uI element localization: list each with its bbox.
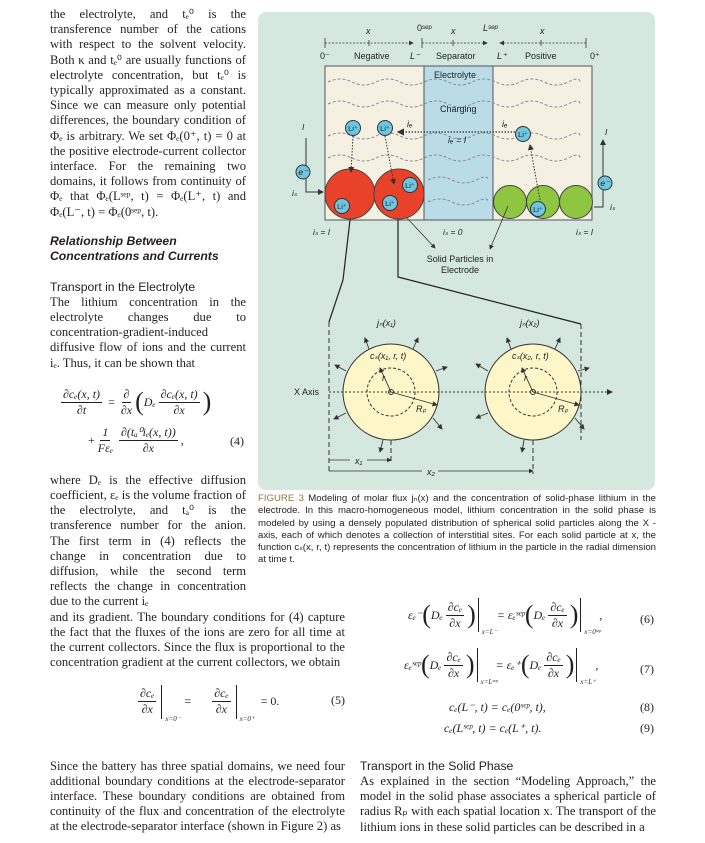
equation-9-number: (9) <box>640 721 654 735</box>
subheading-transport-solid: Transport in the Solid Phase <box>360 759 514 773</box>
paragraph-diffusion-explanation: where Dₑ is the effective diffusion coefficient, εₑ is the volume fraction of the electrolyte, and tₐ⁰ is the transference number for the anion. The first term in (4) reflects the change in concentration due to diffusion, while the second term reflects the change in concentration due to the current iₑ <box>50 472 246 609</box>
is-separator: iₛ = 0 <box>443 227 463 237</box>
equation-7-number: (7) <box>640 662 654 676</box>
ie-label-left: iₑ <box>407 119 413 129</box>
li-ion-label: Li⁺ <box>348 124 358 133</box>
x-axis-label: X Axis <box>294 387 320 397</box>
electron-label: e⁻ <box>600 178 610 188</box>
equation-4-line2: + 1 Fεₑ ∂(tₐ⁰iₑ(x, t)) ∂x , <box>88 424 184 455</box>
paragraph-separator-interface: Since the battery has three spatial domains, we need four additional boundary conditions at the electrode-separator interface. These boundary conditions are obtained from continuity of the flux and concentration of the electrolyte at the electrode-separator interface (shown in Figure 2) as <box>50 758 345 834</box>
equation-5-block <box>50 681 345 751</box>
is-label-right: iₛ <box>610 202 616 212</box>
rp-label: Rₚ <box>558 404 569 414</box>
l-minus-label: L⁻ <box>410 51 420 61</box>
is-label-left: iₛ <box>292 188 298 198</box>
charging-label: Charging <box>440 104 477 114</box>
paragraph-solid-phase: As explained in the section “Modeling Approach,” the model in the solid phase associates a spherical particle of radius Rₚ with each spatial location x. The transport of the lithium ions in these solid particles can be described in a <box>360 774 656 834</box>
figure-3-caption <box>258 493 656 567</box>
zero-minus-label: 0⁻ <box>320 51 330 61</box>
equation-6: εₑ⁻ ( Dₑ ∂cₑ ∂x ) x=L⁻ = εₑˢᵉᵖ ( Dₑ ∂cₑ ∂x ) x=0ˢᵉᵖ , <box>408 599 603 636</box>
current-label-right: I <box>605 127 608 137</box>
paragraph-boundary-conditions-potential: the electrolyte, and tₑ⁰ is the transference number of the cations with respect to the solvent velocity. Both κ and tₑ⁰ are usually functions of electrolyte concentration, but tₑ⁰ is typically approximated as a constant. Since we can measure only potential differences, the boundary condition of Φₑ is arbitrary. We set Φₑ(0⁺, t) = 0 at the positive electrode-current collector interface. For the remaining two domains, it follows from continuity of Φₑ that Φₑ(Lˢᵉᵖ, t) = Φₑ(L⁺, t) and Φₑ(L⁻, t) = Φₑ(0ˢᵉᵖ, t). <box>50 7 246 219</box>
positive-particle <box>494 186 527 219</box>
caption-text: Modeling of molar flux jₙ(x) and the concentration of solid-phase lithium in the electrode. In this macro-homogeneous model, lithium concentration in the solid phase is modeled by using a densely populated distribution of spherical solid particles along the X -axis, each of which denotes a collection of interstitial sites. For each solid particle at x, the function cₛ(x, r, t) represents the concentration of lithium in the particle in the radial dimension at time t. <box>258 493 656 566</box>
equation-4-number: (4) <box>230 433 244 448</box>
equation-4-line1: $\frac{\text{∂cₑ(x, t)}}{\partial t}$ = ∂ ∂x ( Dₑ ∂cₑ(x, t) ∂x ) <box>63 386 212 417</box>
ie-label-right: iₑ <box>502 119 508 129</box>
equation-4-block <box>50 387 246 473</box>
x-label-negative: x <box>366 26 371 36</box>
rp-label: Rₚ <box>416 404 427 414</box>
electron-label: e⁻ <box>298 167 308 177</box>
r-label: r <box>382 373 385 383</box>
solid-particles-label-2: Electrode <box>440 265 480 275</box>
equation-8-number: (8) <box>640 700 654 714</box>
equation-9: cₑ(Lˢᵉᵖ, t) = cₑ(L⁺, t). <box>444 721 542 735</box>
x2-label: x₂ <box>427 467 435 477</box>
equation-7: εₑˢᵉᵖ ( Dₑ ∂cₑ ∂x ) x=Lˢᵉᵖ = εₑ⁺ ( Dₑ ∂cₑ ∂x ) x=L⁺ , <box>404 649 599 686</box>
figure-3-diagram <box>258 12 655 490</box>
section-heading: Relationship Between Concentrations and Currents <box>50 233 219 263</box>
figure-label: FIGURE 3 <box>258 493 304 504</box>
is-left-boundary: iₛ = I <box>313 227 331 237</box>
zero-sep-label: 0ˢᵉᵖ <box>417 23 432 33</box>
zero-plus-label: 0⁺ <box>590 51 600 61</box>
negative-particle <box>374 169 424 219</box>
current-label-left: I <box>302 122 305 132</box>
is-right-boundary: iₛ = I <box>576 227 594 237</box>
x1-label: x₁ <box>355 456 363 466</box>
li-ion-label: Li⁺ <box>380 124 390 133</box>
equation-5-number: (5) <box>331 692 345 707</box>
li-ion-label: Li⁺ <box>533 205 543 214</box>
subheading-transport-electrolyte: Transport in the Electrolyte <box>50 279 196 294</box>
x-label-positive: x <box>540 26 545 36</box>
positive-particle <box>560 186 593 219</box>
cs-x1-label: cₛ(x₁, r, t) <box>370 351 407 361</box>
li-ion-label: Li⁺ <box>405 181 415 190</box>
positive-label: Positive <box>525 51 557 61</box>
figure-3-panel <box>258 12 655 490</box>
cs-x2-label: cₛ(x₂, r, t) <box>512 351 549 361</box>
solid-particles-label-1: Solid Particles in <box>426 254 494 264</box>
jn-x2-label: jₙ(x₂) <box>520 318 540 328</box>
electrolyte-label: Electrolyte <box>434 70 477 80</box>
equation-5: ∂cₑ ∂x x=0⁻ = $\frac{\text{∂cₑ}}{\partial x}$ x=0⁺ = 0. <box>140 686 280 723</box>
paragraph-boundary-flux: and its gradient. The boundary conditions for (4) capture the fact that the fluxes of the ions are zero for all time at the current collectors. Since the flux is proportional to the concentration gradient at the current collectors, we obtain <box>50 609 345 670</box>
l-plus-label: L⁺ <box>497 51 507 61</box>
x-label-separator: x <box>451 26 456 36</box>
equation-6-number: (6) <box>640 612 654 626</box>
li-ion-label: Li⁺ <box>337 202 347 211</box>
equation-8: cₑ(L⁻, t) = cₑ(0ˢᵉᵖ, t), <box>449 700 546 714</box>
paragraph-electrolyte-intro: The lithium concentration in the electrolyte changes due to concentration-gradient-induced diffusive flow of ions and the current iₑ. Thus, it can be shown that <box>50 294 246 370</box>
r-label: r <box>524 373 527 383</box>
l-sep-label: Lˢᵉᵖ <box>483 23 498 33</box>
negative-particle <box>325 169 375 219</box>
ie-equals-label: iₑ = I <box>448 135 467 145</box>
negative-label: Negative <box>354 51 390 61</box>
li-ion-label: Li⁺ <box>385 199 395 208</box>
jn-x1-label: jₙ(x₁) <box>377 318 396 328</box>
separator-label: Separator <box>436 51 476 61</box>
li-ion-label: Li⁺ <box>518 130 528 139</box>
